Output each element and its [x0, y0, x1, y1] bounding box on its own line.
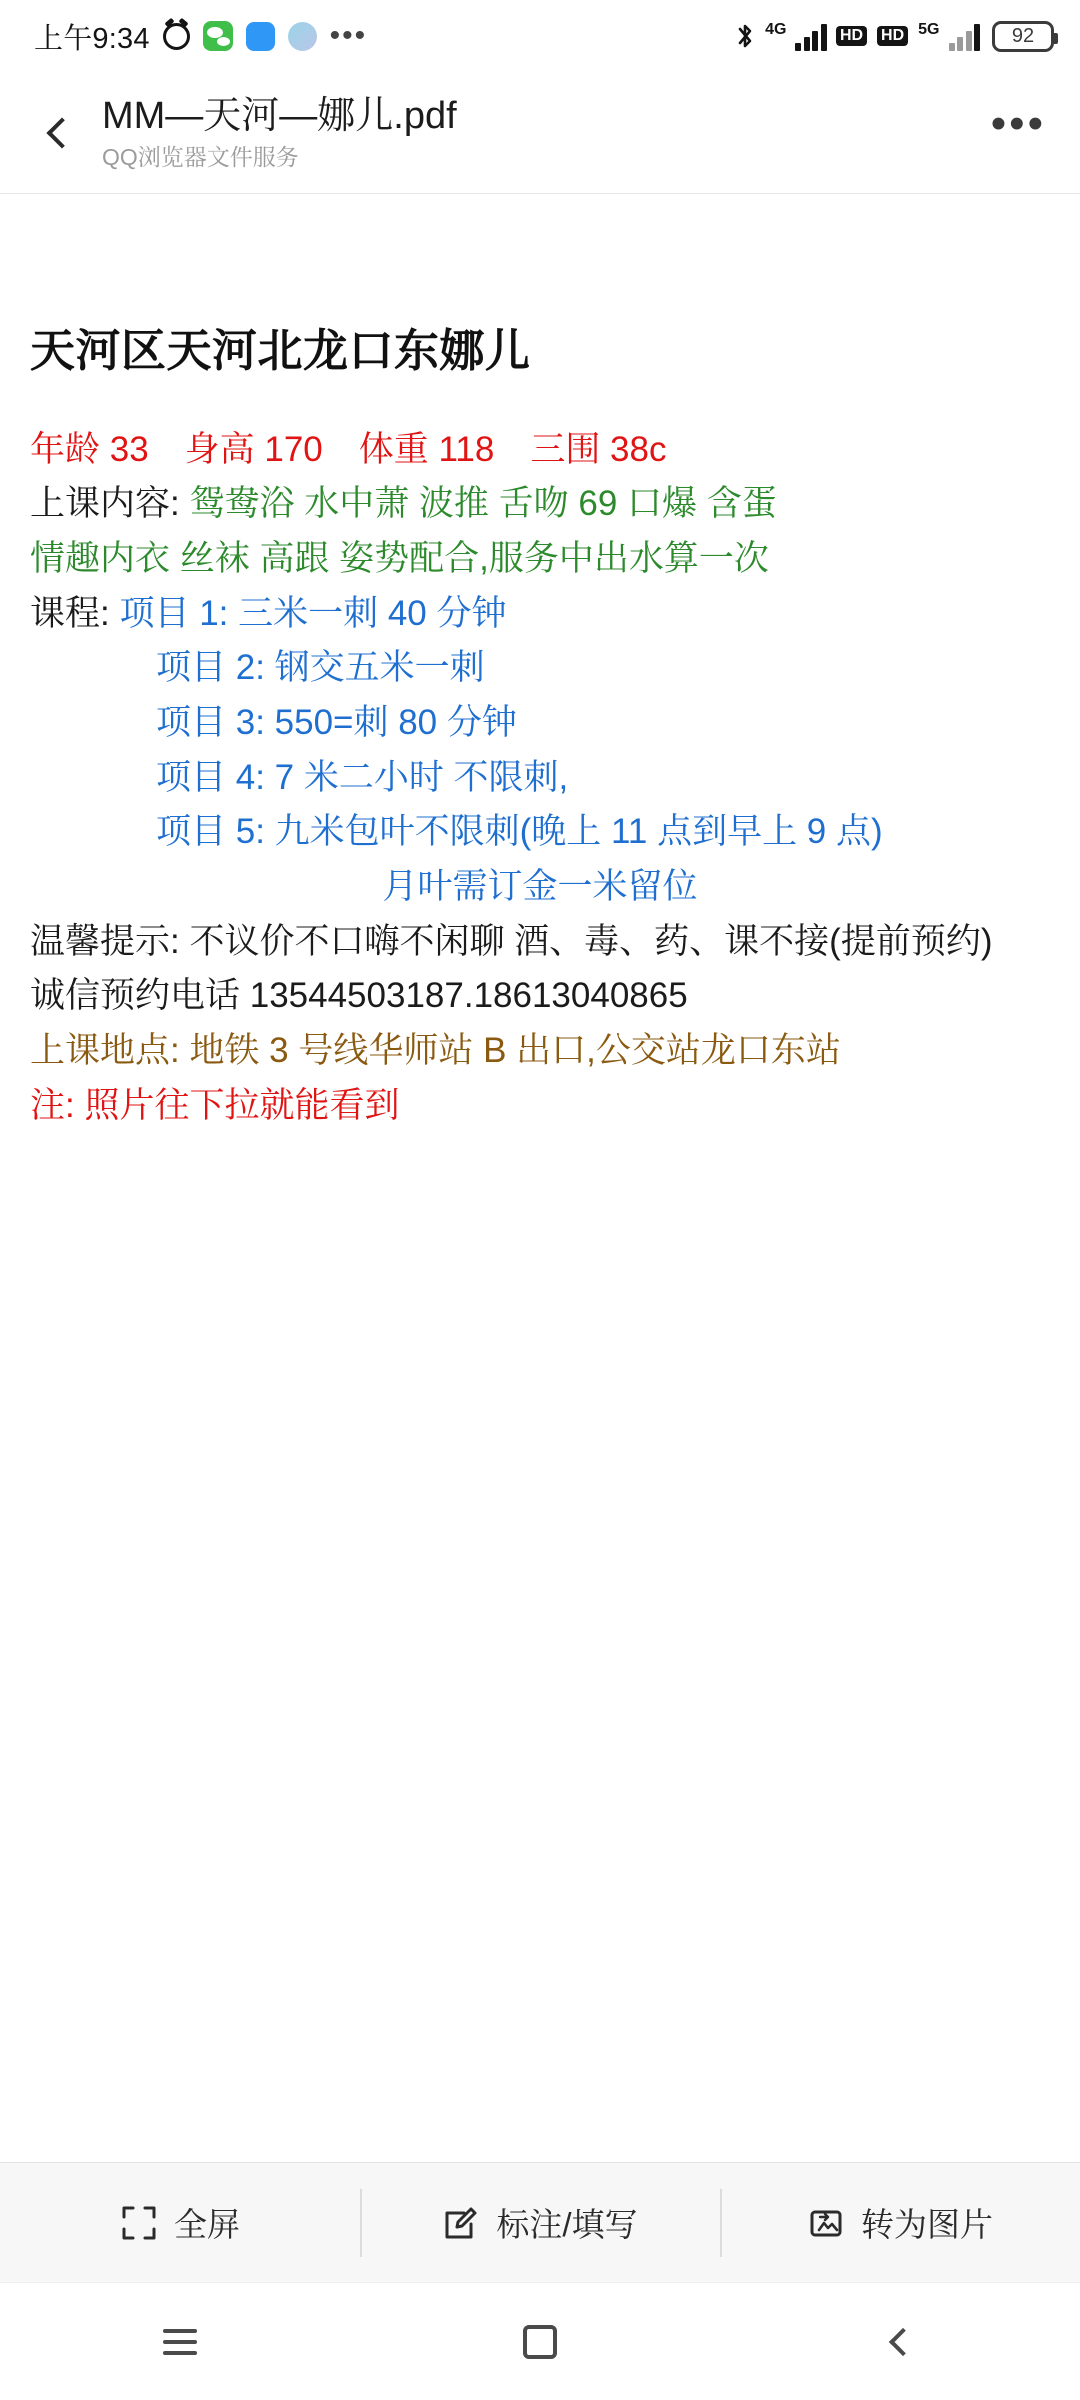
deposit-note: 月叶需订金一米留位	[382, 867, 698, 906]
recent-apps-icon	[163, 2329, 197, 2355]
course-first-line	[30, 589, 1050, 639]
tips-line: 温馨提示: 不议价不口嗨不闲聊 酒、毒、药、课不接(提前预约)	[30, 921, 993, 961]
wechat-icon	[203, 21, 233, 51]
stat-weight: 体重 118	[358, 429, 495, 469]
status-bar-left	[34, 16, 367, 57]
title-block	[88, 93, 991, 172]
course-item-1: 项目 1: 三米一刺 40 分钟	[119, 593, 507, 633]
document-top-spacer	[30, 194, 1050, 322]
battery-level: 92	[1011, 24, 1035, 47]
course-item-5	[30, 807, 1050, 857]
app-bar	[0, 72, 1080, 194]
document-heading: 天河区天河北龙口东娜儿	[30, 325, 531, 376]
status-bar	[0, 0, 1080, 72]
square-app-icon	[246, 22, 275, 51]
stat-height: 身高 170	[184, 429, 323, 469]
phone-line: 诚信预约电话 13544503187.18613040865	[30, 976, 688, 1016]
page-title: MM—天河—娜儿.pdf	[102, 94, 457, 137]
content-line	[30, 479, 1050, 529]
circle-app-icon	[288, 22, 317, 51]
fullscreen-button[interactable]	[0, 2163, 360, 2282]
document-stats-line	[30, 425, 1050, 475]
course-item-2: 项目 2: 钢交五米一刺	[156, 648, 485, 688]
stat-measurements: 三围 38c	[530, 429, 667, 469]
back-button[interactable]	[30, 104, 88, 162]
content-items: 鸳鸯浴 水中萧 波推 舌吻 69 口爆 含蛋	[189, 484, 777, 524]
stat-age: 年龄 33	[30, 429, 149, 469]
bluetooth-icon	[734, 21, 756, 51]
convert-image-label: 转为图片	[861, 2206, 993, 2243]
home-icon	[523, 2325, 557, 2359]
back-icon	[889, 2327, 917, 2355]
fullscreen-label: 全屏	[174, 2206, 240, 2243]
course-item-5-text: 项目 5: 九米包叶不限刺(晚上 11 点到早上 9 点)	[156, 812, 883, 852]
footnote-line: 注: 照片往下拉就能看到	[30, 1085, 400, 1125]
overflow-menu-button[interactable]: •••	[990, 98, 1046, 148]
network-label-4g: 4G	[765, 20, 787, 38]
course-label: 课程:	[30, 593, 110, 633]
status-time: 上午9:34	[34, 22, 150, 55]
more-dots-icon: •••	[329, 19, 368, 52]
hd-badge-2: HD	[877, 26, 908, 46]
system-back-button[interactable]	[840, 2302, 960, 2382]
convert-image-button[interactable]	[720, 2163, 1080, 2282]
status-bar-right	[734, 21, 1054, 52]
signal-bars-2	[949, 21, 981, 51]
battery-icon	[992, 21, 1054, 52]
extras-line: 情趣内衣 丝袜 高跟 姿势配合,服务中出水算一次	[30, 538, 769, 578]
document-toolbar	[0, 2162, 1080, 2282]
alarm-icon	[163, 23, 190, 50]
system-nav-bar	[0, 2282, 1080, 2400]
chevron-left-icon	[46, 117, 77, 148]
course-item-4: 项目 4: 7 米二小时 不限刺,	[156, 757, 569, 797]
document-viewer[interactable]	[0, 194, 1080, 2162]
recent-apps-button[interactable]	[120, 2302, 240, 2382]
network-label-5g: 5G	[918, 20, 940, 38]
content-label: 上课内容:	[30, 484, 180, 524]
course-item-3: 项目 3: 550=刺 80 分钟	[156, 702, 517, 742]
annotate-button[interactable]	[360, 2163, 720, 2282]
signal-bars-1	[795, 21, 827, 51]
fullscreen-icon	[120, 2204, 158, 2242]
annotate-label: 标注/填写	[496, 2206, 638, 2243]
page-subtitle: QQ浏览器文件服务	[102, 144, 299, 171]
location-line: 上课地点: 地铁 3 号线华师站 B 出口,公交站龙口东站	[30, 1031, 841, 1071]
convert-image-icon	[807, 2204, 845, 2242]
home-button[interactable]	[480, 2302, 600, 2382]
hd-badge-1: HD	[836, 26, 867, 46]
annotate-icon	[442, 2204, 480, 2242]
